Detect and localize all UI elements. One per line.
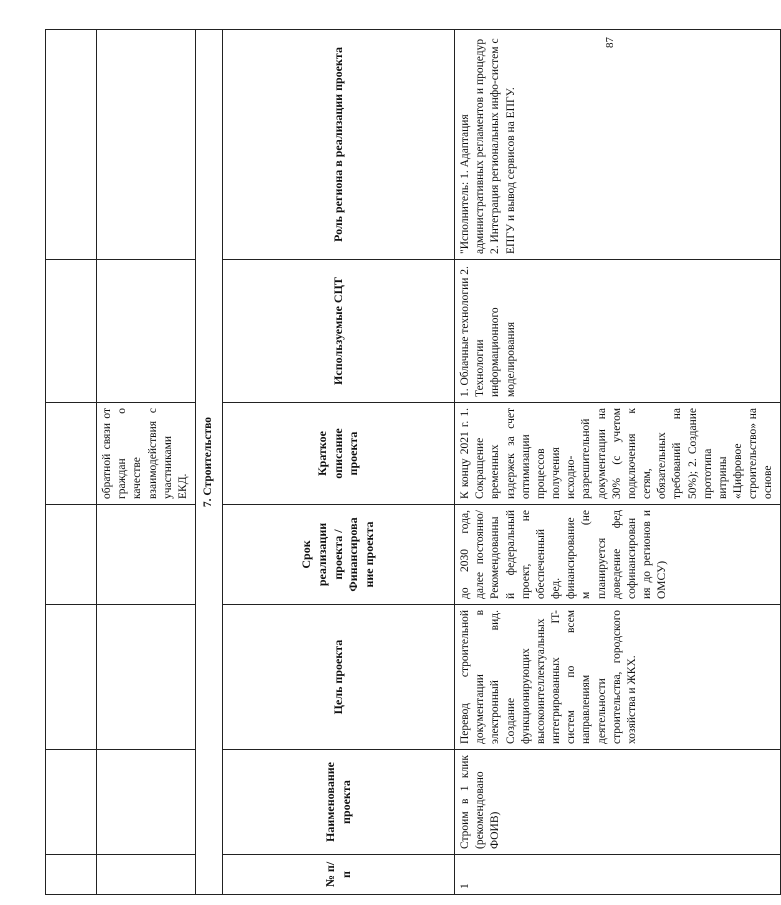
header-name: Наименование проекта — [223, 750, 455, 855]
empty-cell — [97, 605, 196, 750]
empty-cell — [97, 855, 196, 895]
row-term: до 2030 года, далее постоянно/ Рекомендованны й федеральный проект, не обеспеченный фед. финансирование м (не планируется доведение фед софинансирован ия до регионов и ОМСУ) — [455, 505, 781, 605]
empty-cell — [46, 855, 97, 895]
row-num: 1 — [455, 855, 781, 895]
table-header-row — [223, 30, 455, 895]
empty-cell — [46, 605, 97, 750]
header-tech: Используемые СЦТ — [223, 260, 455, 403]
empty-cell — [97, 260, 196, 403]
empty-cell — [97, 750, 196, 855]
empty-cell — [46, 403, 97, 505]
header-goal: Цель проекта — [223, 605, 455, 750]
empty-cell — [97, 505, 196, 605]
previous-row-continuation — [97, 30, 196, 895]
empty-cell — [46, 30, 97, 260]
empty-cell — [46, 505, 97, 605]
projects-table — [45, 29, 781, 895]
empty-cell — [97, 30, 196, 260]
header-role: Роль региона в реализации проекта — [223, 30, 455, 260]
header-brief: Краткое описание проекта — [223, 403, 455, 505]
empty-cell — [46, 750, 97, 855]
header-num: № п/п — [223, 855, 455, 895]
section-title: 7. Строительство — [196, 30, 223, 895]
empty-cell — [46, 260, 97, 403]
header-term: Срок реализации проекта / Финансирова ние проекта — [223, 505, 455, 605]
empty-top-row — [46, 30, 97, 895]
row-name: Строим в 1 клик (рекомендовано ФОИВ) — [455, 750, 781, 855]
page-number: 87 — [604, 37, 616, 48]
section-row — [196, 30, 223, 895]
row-role: "Исполнитель: 1. Адаптация административных регламентов и процедур 2. Интеграция региональных инфо-систем с ЕПГУ и вывод сервисов на ЕПГУ. — [455, 30, 781, 260]
row-tech: 1. Облачные технологии 2. Технологии информационного моделирования — [455, 260, 781, 403]
row-goal: Перевод строительной документации в электронный вид. Создание функционирующих высокоинтеллектуальных интегрированных IT-систем по всем направлениям деятельности строительства, городского хозяйства и ЖКХ. — [455, 605, 781, 750]
row-brief: К концу 2021 г. 1. Сокращение временных издержек за счет оптимизации процессов получения исходно-разрешительной документации на 30% (с учетом подключения к сетям, обязательных требований на 50%); 2. Создание прототипа витрины «Цифровое строительство» на основе — [455, 403, 781, 505]
previous-brief-cell: обратной связи от граждан о качестве взаимодействия с участниками ЕКД. — [97, 403, 196, 505]
table-row — [455, 30, 781, 895]
